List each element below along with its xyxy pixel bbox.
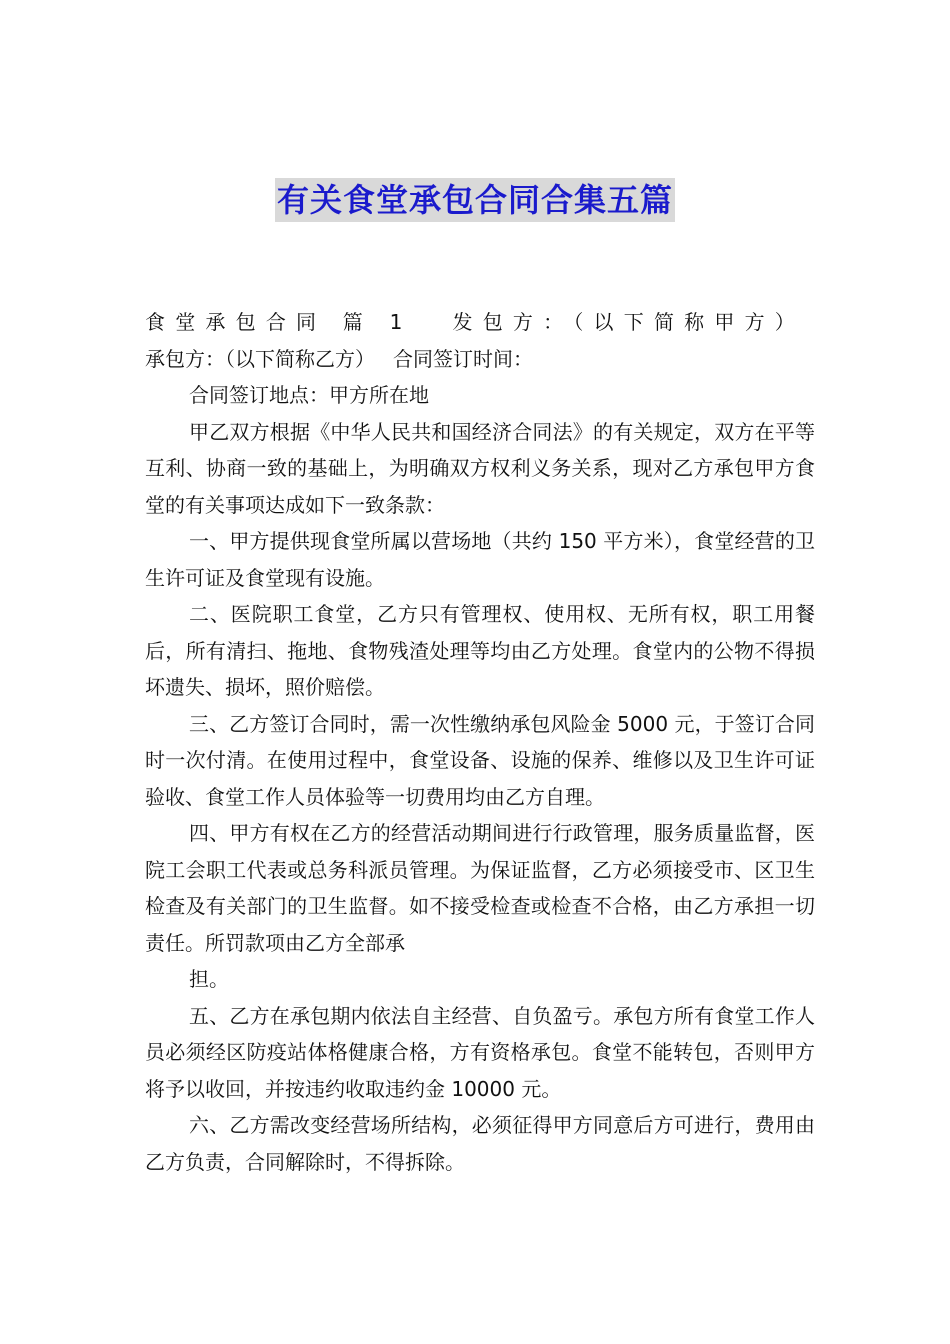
- paragraph-sign-location: 合同签订地点：甲方所在地: [189, 383, 429, 407]
- paragraph-clause-4-end: 担。: [189, 967, 229, 991]
- party-a-label: 发包方：（以下简称甲方）: [442, 310, 805, 334]
- sign-time-label: 合同签订时间：: [393, 346, 533, 371]
- title-container: [0, 178, 950, 222]
- document-title: 有关食堂承包合同合集五篇: [275, 178, 675, 222]
- paragraph-clause-2: 二、医院职工食堂，乙方只有管理权、使用权、无所有权，职工用餐后，所有清扫、拖地、食物残渣处理等均由乙方处理。食堂内的公物不得损坏遗失、损坏，照价赔偿。: [145, 602, 815, 699]
- paragraph-clause-6: 六、乙方需改变经营场所结构，必须征得甲方同意后方可进行，费用由乙方负责，合同解除时，不得拆除。: [145, 1113, 815, 1174]
- paragraph-clause-5: 五、乙方在承包期内依法自主经营、自负盈亏。承包方所有食堂工作人员必须经区防疫站体格健康合格，方有资格承包。食堂不能转包，否则甲方将予以收回，并按违约收取违约金 10000 元。: [145, 1003, 815, 1101]
- header-paragraph: [145, 304, 815, 377]
- paragraph-clause-3: 三、乙方签订合同时，需一次性缴纳承包风险金 5000 元，于签订合同时一次付清。在使用过程中，食堂设备、设施的保养、维修以及卫生许可证验收、食堂工作人员体验等一切费用均由乙方自理。: [145, 711, 815, 809]
- party-b-label: 承包方：（以下简称乙方）: [145, 346, 375, 371]
- paragraph-clause-4: 四、甲方有权在乙方的经营活动期间进行行政管理，服务质量监督，医院工会职工代表或总务科派员管理。为保证监督，乙方必须接受市、区卫生检查及有关部门的卫生监督。如不接受检查或检查不合格，由乙方承担一切责任。所罚款项由乙方全部承: [145, 821, 815, 955]
- paragraph-clause-1: 一、甲方提供现食堂所属以营场地（共约 150 平方米），食堂经营的卫生许可证及食堂现有设施。: [145, 529, 815, 590]
- contract-heading: 食堂承包合同 篇 1: [145, 310, 403, 334]
- paragraph-preamble: 甲乙双方根据《中华人民共和国经济合同法》的有关规定，双方在平等互利、协商一致的基础上，为明确双方权利义务关系，现对乙方承包甲方食堂的有关事项达成如下一致条款：: [145, 419, 815, 517]
- document-body: [145, 304, 815, 1180]
